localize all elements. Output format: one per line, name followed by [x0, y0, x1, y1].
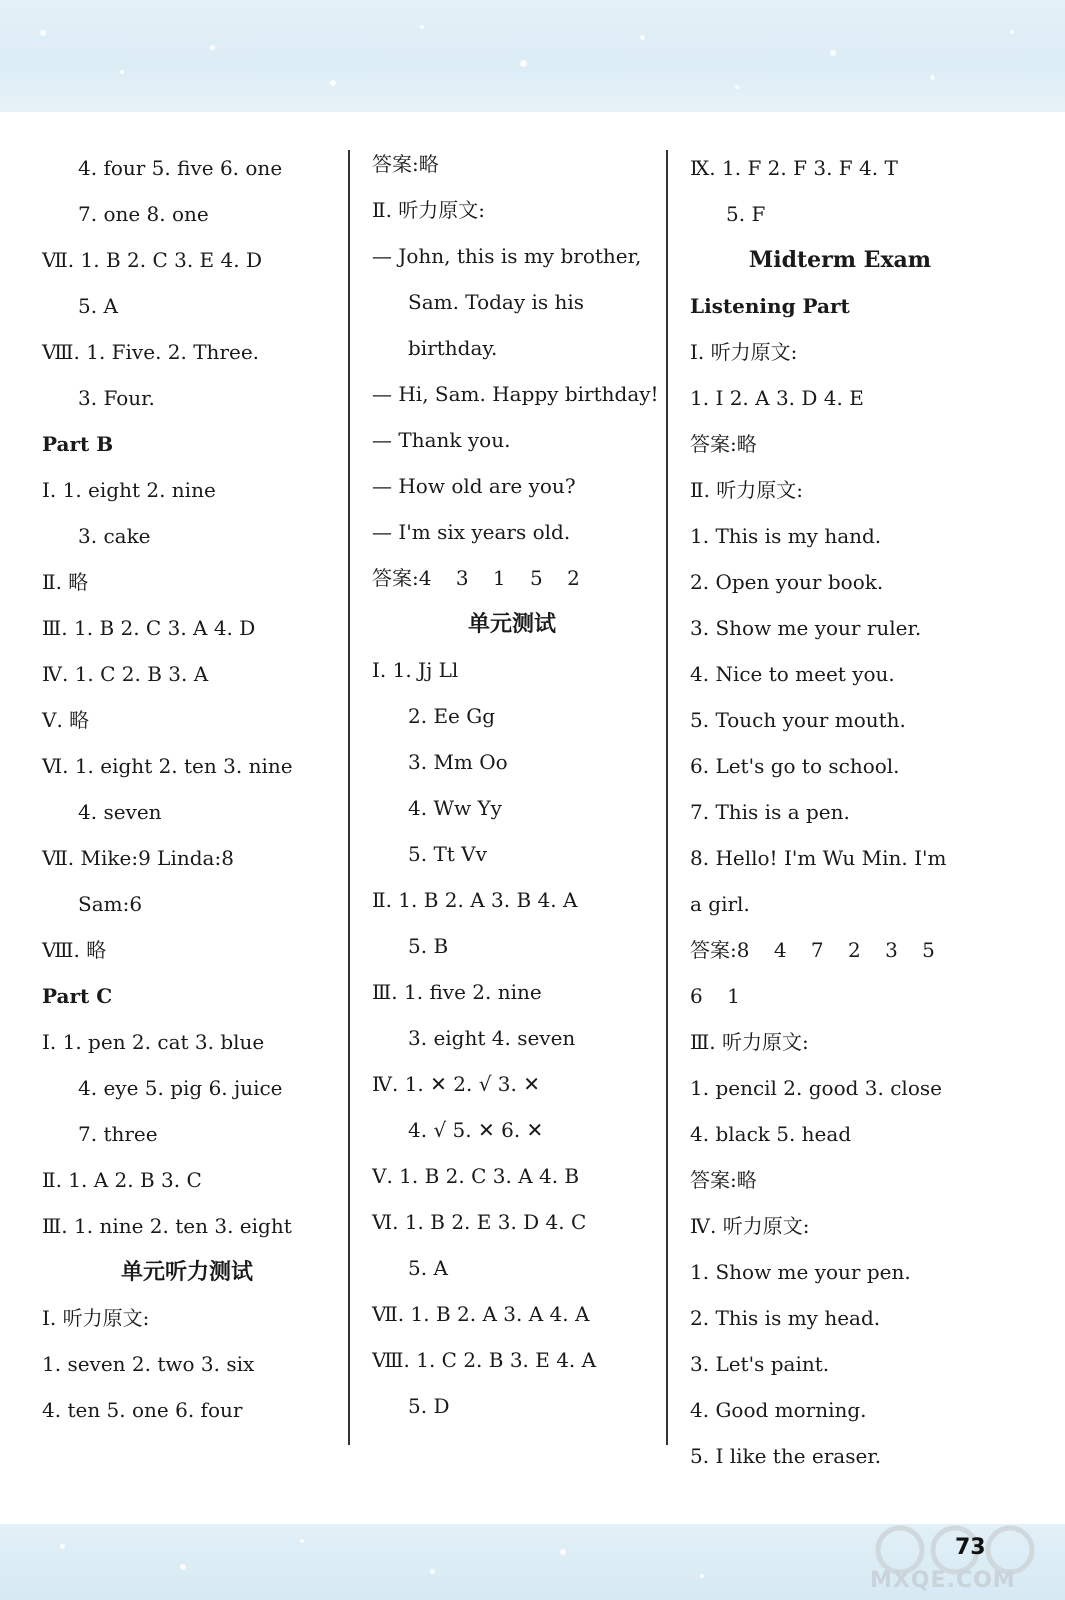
- answer-line: 4. seven: [78, 800, 162, 824]
- answer-line: 7. three: [78, 1122, 158, 1146]
- answer-line: Ⅶ. 1. B 2. C 3. E 4. D: [42, 248, 262, 272]
- answer-line: 1. seven 2. two 3. six: [42, 1352, 255, 1376]
- answer-line: 答案:略: [372, 152, 439, 176]
- answer-line: 5. Tt Vv: [408, 842, 487, 866]
- answer-line: Ⅵ. 1. eight 2. ten 3. nine: [42, 754, 293, 778]
- column-divider-right: [666, 150, 668, 1445]
- answer-line: Ⅷ. 略: [42, 938, 107, 962]
- answer-line: Ⅳ. 听力原文:: [690, 1214, 810, 1238]
- answer-line: 2. Ee Gg: [408, 704, 496, 728]
- answer-line: 3. Four.: [78, 386, 155, 410]
- section-heading: 单元听力测试: [120, 1259, 253, 1285]
- answer-line: Ⅲ. 1. five 2. nine: [372, 980, 542, 1004]
- answer-line: 3. Mm Oo: [408, 750, 508, 774]
- answer-line: 3. Let's paint.: [690, 1352, 830, 1376]
- answer-column-3: [690, 145, 990, 1479]
- answer-line: Ⅱ. 略: [42, 570, 89, 594]
- answer-line: 4. black 5. head: [690, 1122, 852, 1146]
- answer-line: 6 1: [690, 984, 740, 1008]
- answer-line: 1. This is my hand.: [690, 524, 882, 548]
- answer-line: — I'm six years old.: [372, 520, 571, 544]
- answer-line: 4. √ 5. ✕ 6. ✕: [408, 1118, 544, 1142]
- answer-line: 1. pencil 2. good 3. close: [690, 1076, 942, 1100]
- answer-line: Ⅰ. 1. eight 2. nine: [42, 478, 216, 502]
- answer-line: Ⅱ. 1. B 2. A 3. B 4. A: [372, 888, 578, 912]
- answer-line: Ⅴ. 略: [42, 708, 90, 732]
- answer-line: 5. Touch your mouth.: [690, 708, 906, 732]
- answer-line: — Thank you.: [372, 428, 511, 452]
- answer-line: — Hi, Sam. Happy birthday!: [372, 382, 659, 406]
- answer-line: Ⅰ. 1. Jj Ll: [372, 658, 459, 682]
- answer-line: 5. A: [408, 1256, 448, 1280]
- answer-line: 2. Open your book.: [690, 570, 884, 594]
- answer-line: Ⅶ. 1. B 2. A 3. A 4. A: [372, 1302, 590, 1326]
- answer-line: 3. eight 4. seven: [408, 1026, 576, 1050]
- part-heading: Part C: [42, 984, 113, 1008]
- answer-column-2: [372, 141, 659, 1429]
- answer-line: 5. D: [408, 1394, 450, 1418]
- answer-line: 6. Let's go to school.: [690, 754, 900, 778]
- answer-line: Ⅲ. 1. B 2. C 3. A 4. D: [42, 616, 256, 640]
- answer-line: 3. Show me your ruler.: [690, 616, 922, 640]
- answer-line: 7. one 8. one: [78, 202, 209, 226]
- answer-line: — How old are you?: [372, 474, 576, 498]
- answer-line: 1. Show me your pen.: [690, 1260, 911, 1284]
- answer-line: 2. This is my head.: [690, 1306, 881, 1330]
- answer-line: Ⅳ. 1. ✕ 2. √ 3. ✕: [372, 1072, 540, 1096]
- answer-line: Ⅱ. 听力原文:: [690, 478, 804, 502]
- answer-line: Ⅳ. 1. C 2. B 3. A: [42, 662, 209, 686]
- answer-line: Ⅰ. 听力原文:: [42, 1306, 150, 1330]
- part-heading: Listening Part: [690, 294, 850, 318]
- answer-line: Ⅷ. 1. C 2. B 3. E 4. A: [372, 1348, 597, 1372]
- answer-line: Ⅵ. 1. B 2. E 3. D 4. C: [372, 1210, 587, 1234]
- answer-line: 4. Ww Yy: [408, 796, 502, 820]
- watermark-text: MXQE.COM: [870, 1568, 1016, 1593]
- answer-line: 答案:4 3 1 5 2: [372, 566, 580, 590]
- answer-line: 5. B: [408, 934, 449, 958]
- answer-line: Ⅲ. 1. nine 2. ten 3. eight: [42, 1214, 292, 1238]
- answer-line: 答案:略: [690, 1168, 757, 1192]
- answer-line: 5. I like the eraser.: [690, 1444, 882, 1468]
- answer-line: Ⅶ. Mike:9 Linda:8: [42, 846, 234, 870]
- answer-line: Ⅰ. 听力原文:: [690, 340, 798, 364]
- answer-line: 4. Nice to meet you.: [690, 662, 895, 686]
- answer-line: 5. F: [726, 202, 766, 226]
- answer-line: Ⅴ. 1. B 2. C 3. A 4. B: [372, 1164, 580, 1188]
- answer-line: Ⅲ. 听力原文:: [690, 1030, 809, 1054]
- answer-line: 3. cake: [78, 524, 151, 548]
- column-divider-left: [348, 150, 350, 1445]
- answer-line: Ⅱ. 听力原文:: [372, 198, 486, 222]
- answer-line: 4. four 5. five 6. one: [78, 156, 283, 180]
- answer-line: 8. Hello! I'm Wu Min. I'm: [690, 846, 947, 870]
- answer-line: — John, this is my brother,: [372, 244, 642, 268]
- answer-line: 4. Good morning.: [690, 1398, 867, 1422]
- page-number: 73: [955, 1535, 986, 1560]
- answer-column-1: [42, 145, 332, 1433]
- answer-line: Sam. Today is his: [408, 290, 585, 314]
- answer-line: birthday.: [408, 336, 498, 360]
- section-heading: Midterm Exam: [748, 247, 932, 273]
- answer-line: 答案:8 4 7 2 3 5: [690, 938, 935, 962]
- answer-line: 4. ten 5. one 6. four: [42, 1398, 243, 1422]
- answer-line: Ⅸ. 1. F 2. F 3. F 4. T: [690, 156, 898, 180]
- answer-line: 答案:略: [690, 432, 757, 456]
- answer-line: Sam:6: [78, 892, 143, 916]
- answer-line: Ⅰ. 1. pen 2. cat 3. blue: [42, 1030, 265, 1054]
- answer-line: 1. I 2. A 3. D 4. E: [690, 386, 864, 410]
- answer-line: 7. This is a pen.: [690, 800, 850, 824]
- part-heading: Part B: [42, 432, 114, 456]
- answer-line: Ⅷ. 1. Five. 2. Three.: [42, 340, 260, 364]
- answer-line: 5. A: [78, 294, 118, 318]
- answer-line: a girl.: [690, 892, 750, 916]
- answer-line: 4. eye 5. pig 6. juice: [78, 1076, 283, 1100]
- section-heading: 单元测试: [467, 611, 556, 637]
- answer-line: Ⅱ. 1. A 2. B 3. C: [42, 1168, 202, 1192]
- top-decorative-band: [0, 0, 1065, 112]
